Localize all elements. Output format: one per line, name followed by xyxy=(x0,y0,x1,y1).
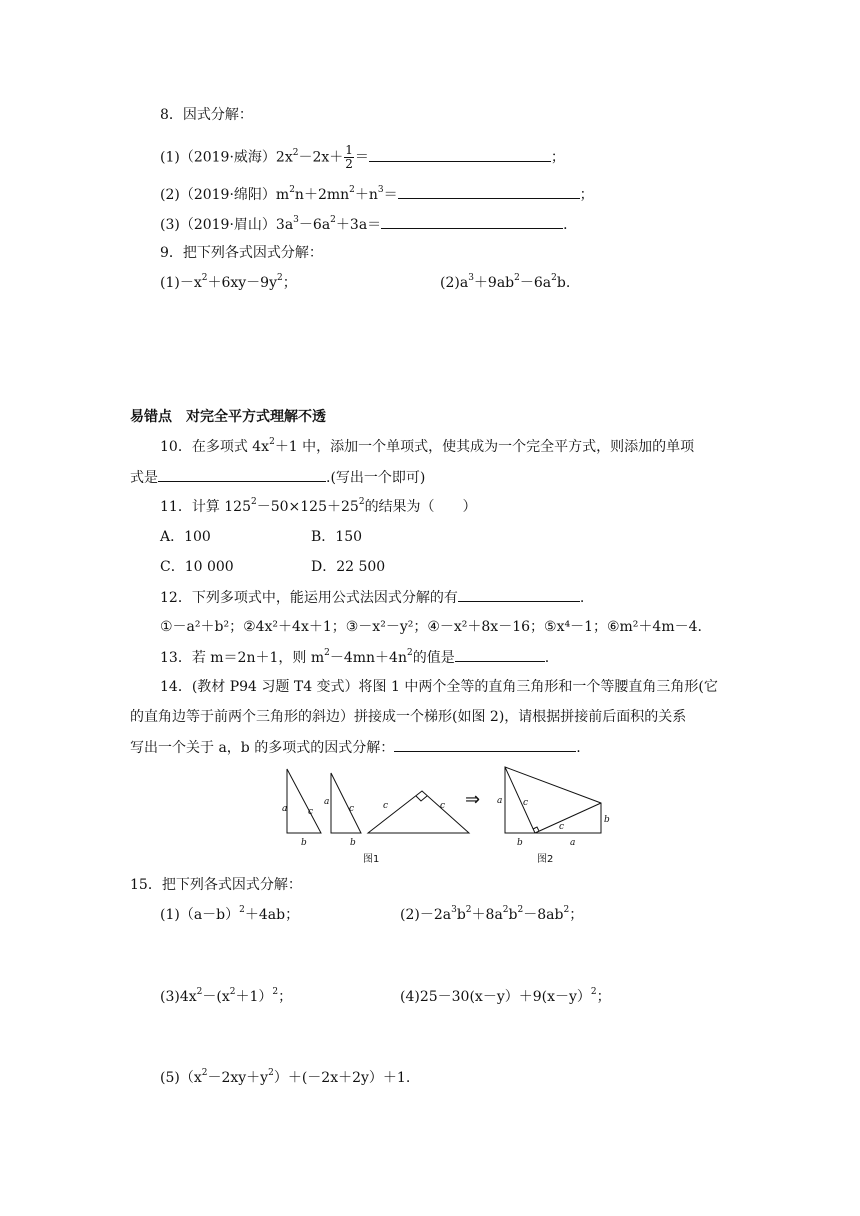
label-b-1: b xyxy=(301,838,307,848)
q9-part1: $(1)-x^2+6xy-9y^2$； xyxy=(160,273,297,291)
q15-part1: $(1)(a-b)^2+4ab$； xyxy=(160,905,300,923)
q11-option-c[interactable]: C．10 000 xyxy=(160,559,234,575)
answer-blank[interactable] xyxy=(369,147,551,162)
q11-option-b[interactable]: B．150 xyxy=(311,529,363,545)
right-triangle-1 xyxy=(287,769,321,833)
label-c-5: c xyxy=(523,798,529,808)
q14-line3: 写出一个关于 a，b 的多项式的因式分解： . xyxy=(130,737,581,758)
label-c-2: c xyxy=(349,804,355,814)
label-a-2: a xyxy=(324,797,330,807)
section-heading: 易错点 对完全平方式理解不透 xyxy=(130,409,326,425)
q14-line2: 的直角边等于前两个三角形的斜边）拼接成一个梯形(如图 2)，请根据拼接前后面积的关系 xyxy=(130,709,687,725)
q8-part3: (3)（2019·眉山）$3a^3-6a^2+3a=$ ． xyxy=(160,215,578,233)
figure-2-caption: 图2 xyxy=(537,854,554,865)
q11-option-a[interactable]: A．100 xyxy=(160,529,211,545)
label-b-4: b xyxy=(604,815,610,825)
q15-part3: $(3)4x^2-(x^2+1)^2$； xyxy=(160,987,293,1005)
label-b-2: b xyxy=(350,838,356,848)
right-triangle-2 xyxy=(331,773,361,833)
answer-blank[interactable] xyxy=(458,587,580,602)
answer-blank[interactable] xyxy=(394,737,576,752)
q8-part2: (2)（2019·绵阳）$m^2n+2mn^2+n^3=$ ； xyxy=(160,185,594,203)
q15-part4: (4)25－30(x－y）＋9(x－y）$^2$； xyxy=(400,987,611,1005)
label-c-1: c xyxy=(308,807,314,817)
label-c-4: c xyxy=(440,801,446,811)
answer-blank[interactable] xyxy=(158,467,326,482)
q9-stem: 9．把下列各式因式分解： xyxy=(160,245,323,261)
answer-blank[interactable] xyxy=(381,214,563,229)
q15-part2: $(2)-2a^3b^2+8a^2b^2-8ab^2$； xyxy=(400,905,584,923)
q12-stem: 12．下列多项式中，能运用公式法因式分解的有 . xyxy=(160,587,584,608)
q14-line1: 14．(教材 P94 习题 T4 变式）将图 1 中两个全等的直角三角形和一个等腰直角三角形(它 xyxy=(160,679,718,695)
label-c-3: c xyxy=(383,801,389,811)
answer-blank[interactable] xyxy=(398,184,580,199)
q15-stem: 15．把下列各式因式分解： xyxy=(130,877,302,893)
right-angle-mark xyxy=(416,796,427,801)
q9-part2: $(2)a^3+9ab^2-6a^2b$. xyxy=(440,273,571,291)
label-a-1: a xyxy=(282,804,288,814)
q10-line2: 式是 .(写出一个即可) xyxy=(130,467,425,488)
q10-line1: 10．在多项式 $4x^2+1$ 中，添加一个单项式，使其成为一个完全平方式，则添加的单项 xyxy=(160,437,695,455)
answer-blank[interactable] xyxy=(455,647,545,662)
q13: 13．若 m＝2n＋1，则 $m^2-4mn+4n^2$的值是 . xyxy=(160,648,550,666)
q11-option-d[interactable]: D．22 500 xyxy=(311,559,386,575)
triangle-figure xyxy=(275,765,620,870)
label-b-3: b xyxy=(517,838,523,848)
arrow-icon: ⇒ xyxy=(465,789,481,810)
label-a-4: a xyxy=(570,838,576,848)
isosceles-right-triangle xyxy=(368,791,469,833)
q11-stem: 11．计算 $125^2-50\times 125+25^2$的结果为（ ） xyxy=(160,497,477,515)
fraction-one-half: $\frac{1}{2}$ xyxy=(345,143,353,171)
label-c-6: c xyxy=(559,822,565,832)
trapezoid xyxy=(505,767,601,833)
q12-items: ①－a²＋b²；②4x²＋4x＋1；③－x²－y²；④－x²＋8x－16；⑤x⁴－1；⑥m²＋4m－4. xyxy=(160,619,702,635)
q8-stem: 8．因式分解： xyxy=(160,107,253,123)
q15-part5: $(5)(x^2-2xy+y^2)+(-2x+2y)+1$. xyxy=(160,1068,411,1086)
q8-part1: (1)（2019·威海）$2x^2-2x+$ $\frac{1}{2}$ ＝ ； xyxy=(160,143,565,171)
figure-1-caption: 图1 xyxy=(363,854,380,865)
label-a-3: a xyxy=(497,796,503,806)
